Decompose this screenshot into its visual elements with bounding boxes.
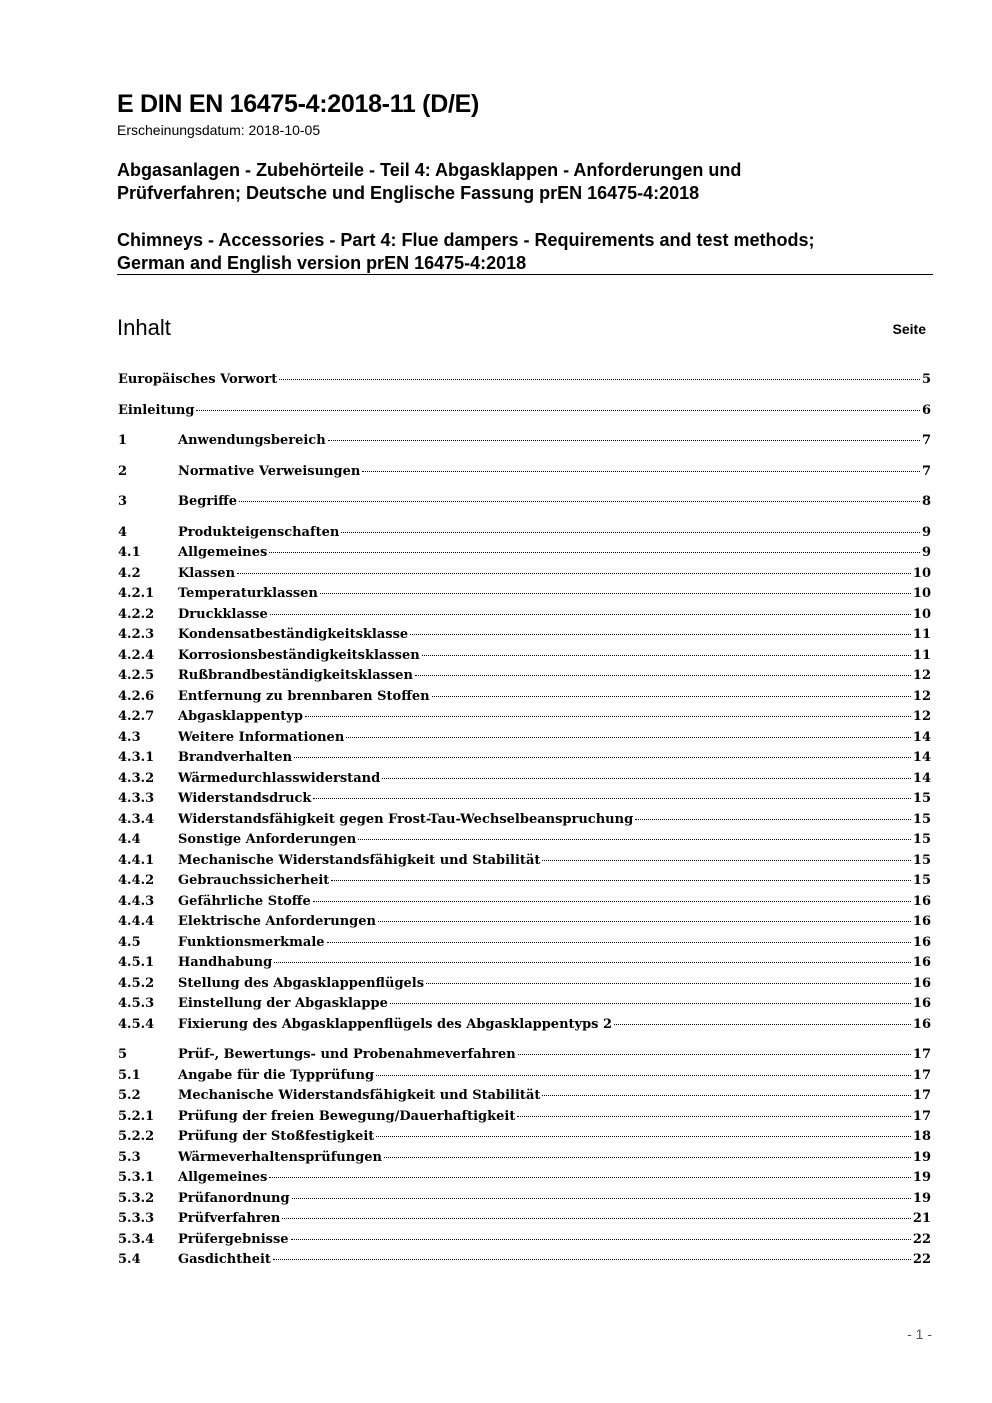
title-english-line-1: Chimneys - Accessories - Part 4: Flue dampers - Requirements and test methods;	[117, 230, 815, 250]
toc-entry-title: Mechanische Widerstandsfähigkeit und Stabilität	[178, 1088, 541, 1103]
toc-entry-leader	[378, 921, 911, 922]
toc-entry-page: 16	[912, 1016, 931, 1032]
toc-entry-leader	[273, 1259, 911, 1260]
toc-entry-leader	[346, 737, 911, 738]
toc-entry-leader	[237, 573, 911, 574]
toc-entry-number: 5.3.1	[118, 1170, 155, 1185]
toc-entry[interactable]	[118, 1066, 931, 1087]
toc-entry[interactable]	[118, 748, 931, 769]
toc-entry-page: 22	[912, 1231, 931, 1247]
toc-entry-title: Temperaturklassen	[178, 586, 318, 601]
toc-entry-page: 15	[912, 873, 931, 888]
toc-entry-page: 11	[912, 627, 931, 642]
toc-entry-page: 10	[912, 586, 931, 601]
toc-entry-leader	[294, 757, 911, 758]
toc-entry-leader	[279, 379, 920, 380]
toc-entry-title: Weitere Informationen	[178, 729, 345, 745]
toc-entry-page: 14	[912, 729, 931, 745]
toc-entry[interactable]	[118, 1107, 931, 1128]
toc-entry[interactable]	[118, 687, 931, 708]
toc-entry-page: 5	[921, 372, 931, 387]
toc-entry-title: Allgemeines	[178, 1170, 268, 1185]
toc-entry-title: Prüfergebnisse	[178, 1231, 289, 1247]
toc-entry[interactable]	[118, 1250, 931, 1271]
toc-entry-title: Allgemeines	[178, 545, 268, 560]
toc-entry-number: 5.1	[118, 1067, 141, 1083]
toc-entry-page: 15	[912, 791, 931, 806]
toc-entry-page: 17	[912, 1088, 931, 1103]
toc-entry-title: Klassen	[178, 565, 236, 581]
toc-entry[interactable]	[118, 1209, 931, 1230]
toc-page-column-label: Seite	[892, 321, 926, 337]
toc-entry-leader	[269, 1177, 911, 1178]
toc-entry-number: 4.2	[118, 565, 141, 581]
toc-entry-leader	[517, 1116, 911, 1117]
toc-entry-page: 19	[912, 1149, 931, 1165]
title-german-line-2: Prüfverfahren; Deutsche und Englische Fassung prEN 16475-4:2018	[117, 183, 700, 203]
toc-entry[interactable]	[118, 431, 931, 452]
toc-entry-leader	[410, 634, 911, 635]
toc-entry-page: 16	[912, 955, 931, 970]
toc-entry-page: 19	[912, 1170, 931, 1185]
toc-entry-number: 4.5.4	[118, 1016, 155, 1032]
toc-entry-leader	[415, 675, 911, 676]
toc-entry[interactable]	[118, 666, 931, 687]
toc-entry-number: 4.2.3	[118, 627, 155, 642]
toc-entry-leader	[274, 962, 911, 963]
toc-entry-leader	[390, 1003, 911, 1004]
toc-entry-leader	[313, 901, 911, 902]
title-german-line-1: Abgasanlagen - Zubehörteile - Teil 4: Abgasklappen - Anforderungen und	[117, 160, 742, 180]
toc-entry-title: Prüfverfahren	[178, 1211, 281, 1226]
toc-entry-leader	[292, 1198, 911, 1199]
toc-entry-number: 4.2.7	[118, 709, 155, 724]
toc-heading: Inhalt	[117, 315, 171, 340]
toc-entry-number: 4.4.3	[118, 893, 155, 909]
toc-entry-leader	[331, 880, 911, 881]
toc-entry[interactable]	[118, 728, 931, 749]
toc-entry-number: 4.4.2	[118, 873, 155, 888]
toc-entry-page: 15	[912, 832, 931, 847]
toc-entry-leader	[376, 1075, 911, 1076]
toc-entry[interactable]	[118, 1015, 931, 1036]
toc-entry-title: Rußbrandbeständigkeitsklassen	[178, 668, 413, 683]
toc-entry-number: 5.2.1	[118, 1108, 155, 1124]
toc-entry[interactable]	[118, 625, 931, 646]
toc-entry-title: Prüfanordnung	[178, 1190, 290, 1206]
toc-entry-leader	[432, 696, 911, 697]
toc-entry-number: 4	[118, 524, 128, 540]
toc-entry[interactable]	[118, 810, 931, 831]
toc-entry[interactable]	[118, 523, 931, 544]
toc-entry-number: 4.3	[118, 729, 141, 745]
toc-entry[interactable]	[118, 646, 931, 667]
toc-entry-page: 7	[921, 433, 931, 448]
toc-entry-title: Widerstandsdruck	[178, 791, 312, 806]
toc-entry-page: 17	[912, 1108, 931, 1124]
toc-entry-page: 21	[912, 1211, 931, 1226]
toc-entry-title: Entfernung zu brennbaren Stoffen	[178, 688, 430, 704]
toc-entry[interactable]	[118, 584, 931, 605]
toc-entry-page: 8	[921, 494, 931, 509]
toc-entry-title: Mechanische Widerstandsfähigkeit und Stabilität	[178, 852, 541, 868]
toc-entry-number: 5	[118, 1047, 128, 1062]
toc-entry[interactable]	[118, 1189, 931, 1210]
toc-entry-page: 16	[912, 934, 931, 950]
toc-entry[interactable]	[118, 892, 931, 913]
toc-entry-page: 9	[921, 524, 931, 540]
toc-entry-title: Normative Verweisungen	[178, 463, 361, 479]
toc-entry[interactable]	[118, 830, 931, 851]
toc-entry-page: 17	[912, 1047, 931, 1062]
toc-entry-leader	[376, 1136, 911, 1137]
toc-entry-title: Einleitung	[118, 402, 195, 418]
toc-entry[interactable]	[118, 789, 931, 810]
toc-entry-title: Einstellung der Abgasklappe	[178, 996, 388, 1011]
toc-entry-title: Gebrauchssicherheit	[178, 873, 330, 888]
toc-entry-page: 12	[912, 688, 931, 704]
toc-entry-page: 14	[912, 750, 931, 765]
toc-entry-number: 1	[118, 433, 128, 448]
toc-entry[interactable]	[118, 1045, 931, 1066]
toc-entry-number: 3	[118, 494, 128, 509]
toc-entry-number: 5.3.2	[118, 1190, 155, 1206]
toc-entry-page: 9	[921, 545, 931, 560]
toc-entry-title: Prüf-, Bewertungs- und Probenahmeverfahren	[178, 1047, 516, 1062]
toc-entry[interactable]	[118, 851, 931, 872]
toc-entry-title: Kondensatbeständigkeitsklasse	[178, 627, 409, 642]
toc-entry[interactable]	[118, 543, 931, 564]
toc-entry[interactable]	[118, 953, 931, 974]
toc-entry-leader	[327, 942, 911, 943]
toc-entry-page: 14	[912, 770, 931, 786]
toc-entry-leader	[196, 410, 920, 411]
toc-entry[interactable]	[118, 605, 931, 626]
toc-entry-leader	[239, 501, 920, 502]
toc-entry-title: Druckklasse	[178, 606, 268, 622]
page-number: - 1 -	[907, 1326, 932, 1342]
toc-entry-number: 5.2.2	[118, 1129, 155, 1144]
toc-entry-page: 15	[912, 852, 931, 868]
toc-entry-leader	[282, 1218, 911, 1219]
toc-entry-title: Abgasklappentyp	[178, 709, 303, 724]
toc-entry-leader	[328, 440, 920, 441]
toc-entry-number: 5.3.3	[118, 1211, 155, 1226]
toc-entry-title: Begriffe	[178, 494, 238, 509]
toc-entry-leader	[542, 860, 911, 861]
toc-entry[interactable]	[118, 1086, 931, 1107]
toc-entry-page: 18	[912, 1129, 931, 1144]
toc-entry[interactable]	[118, 370, 931, 391]
toc-entry-page: 16	[912, 914, 931, 929]
toc-entry-title: Stellung des Abgasklappenflügels	[178, 975, 425, 991]
toc-entry-number: 4.4.4	[118, 914, 155, 929]
toc-entry[interactable]	[118, 1168, 931, 1189]
toc-entry-number: 5.2	[118, 1088, 141, 1103]
title-english-line-2: German and English version prEN 16475-4:2018	[117, 253, 527, 273]
toc-entry[interactable]	[118, 492, 931, 513]
toc-entry-leader	[614, 1024, 911, 1025]
toc-entry-title: Elektrische Anforderungen	[178, 914, 376, 929]
toc-entry-number: 4.5.1	[118, 955, 155, 970]
toc-entry-leader	[426, 983, 911, 984]
toc-entry-number: 4.2.6	[118, 688, 155, 704]
toc-entry-title: Sonstige Anforderungen	[178, 832, 357, 847]
toc-entry[interactable]	[118, 401, 931, 422]
toc-entry-title: Korrosionsbeständigkeitsklassen	[178, 647, 420, 663]
toc-entry-leader	[635, 819, 911, 820]
toc-entry[interactable]	[118, 994, 931, 1015]
toc-entry-leader	[384, 1157, 911, 1158]
toc-entry-page: 16	[912, 996, 931, 1011]
toc-entry-leader	[518, 1054, 911, 1055]
toc-entry-number: 4.3.2	[118, 770, 155, 786]
toc-entry-page: 10	[912, 565, 931, 581]
toc-entry-number: 4.2.2	[118, 606, 155, 622]
publication-date: Erscheinungsdatum: 2018-10-05	[117, 122, 321, 138]
toc-entry-leader	[341, 532, 920, 533]
toc-entry-title: Prüfung der freien Bewegung/Dauerhaftigkeit	[178, 1108, 516, 1124]
toc-entry-page: 6	[921, 402, 931, 418]
toc-entry-leader	[362, 471, 920, 472]
toc-entry-title: Fixierung des Abgasklappenflügels des Abgasklappentyps 2	[178, 1016, 613, 1032]
table-of-contents	[118, 370, 931, 1271]
toc-entry-title: Anwendungsbereich	[178, 433, 326, 448]
toc-entry[interactable]	[118, 1148, 931, 1169]
toc-entry-page: 12	[912, 668, 931, 683]
toc-entry-leader	[542, 1095, 911, 1096]
toc-entry-number: 4.5.3	[118, 996, 155, 1011]
toc-entry-page: 17	[912, 1067, 931, 1083]
toc-entry-number: 4.5	[118, 934, 141, 950]
toc-entry-number: 5.3	[118, 1149, 141, 1165]
toc-entry-leader	[422, 655, 911, 656]
toc-entry-page: 16	[912, 893, 931, 909]
toc-entry-number: 4.4.1	[118, 852, 155, 868]
title-german	[117, 159, 937, 205]
toc-entry-title: Gefährliche Stoffe	[178, 893, 311, 909]
toc-entry-title: Produkteigenschaften	[178, 524, 340, 540]
toc-entry-leader	[291, 1239, 911, 1240]
toc-entry-number: 4.3.3	[118, 791, 155, 806]
toc-entry[interactable]	[118, 1230, 931, 1251]
toc-entry-leader	[313, 798, 910, 799]
toc-entry[interactable]	[118, 1127, 931, 1148]
toc-entry-title: Handhabung	[178, 955, 273, 970]
toc-entry-title: Europäisches Vorwort	[118, 372, 278, 387]
toc-entry-number: 4.2.1	[118, 586, 155, 601]
toc-entry-number: 4.5.2	[118, 975, 155, 991]
toc-entry-title: Wärmeverhaltensprüfungen	[178, 1149, 383, 1165]
toc-entry-leader	[305, 716, 911, 717]
toc-entry-leader	[382, 778, 911, 779]
toc-entry[interactable]	[118, 769, 931, 790]
toc-entry[interactable]	[118, 912, 931, 933]
toc-entry-page: 22	[912, 1252, 931, 1267]
toc-entry[interactable]	[118, 707, 931, 728]
toc-entry[interactable]	[118, 462, 931, 483]
toc-entry-page: 11	[912, 647, 931, 663]
toc-entry-page: 16	[912, 975, 931, 991]
toc-entry-title: Brandverhalten	[178, 750, 293, 765]
toc-entry-number: 4.3.1	[118, 750, 155, 765]
toc-entry-page: 7	[921, 463, 931, 479]
toc-entry-leader	[320, 593, 911, 594]
toc-entry-page: 15	[912, 811, 931, 827]
toc-entry-number: 2	[118, 463, 128, 479]
toc-entry-title: Wärmedurchlasswiderstand	[178, 770, 381, 786]
toc-entry-number: 4.1	[118, 545, 141, 560]
toc-entry[interactable]	[118, 933, 931, 954]
toc-entry[interactable]	[118, 564, 931, 585]
toc-entry-number: 4.3.4	[118, 811, 155, 827]
toc-entry-number: 5.4	[118, 1252, 141, 1267]
toc-entry-title: Prüfung der Stoßfestigkeit	[178, 1129, 375, 1144]
toc-entry-number: 4.2.4	[118, 647, 155, 663]
toc-entry-title: Angabe für die Typprüfung	[178, 1067, 375, 1083]
toc-entry[interactable]	[118, 871, 931, 892]
header-divider	[117, 274, 933, 275]
toc-entry-title: Gasdichtheit	[178, 1252, 271, 1267]
toc-entry[interactable]	[118, 974, 931, 995]
title-english	[117, 229, 937, 275]
toc-entry-page: 12	[912, 709, 931, 724]
toc-entry-title: Funktionsmerkmale	[178, 934, 325, 950]
toc-entry-title: Widerstandsfähigkeit gegen Frost-Tau-Wechselbeanspruchung	[178, 811, 634, 827]
toc-entry-leader	[358, 839, 911, 840]
document-id: E DIN EN 16475-4:2018-11 (D/E)	[117, 90, 480, 118]
toc-entry-number: 4.2.5	[118, 668, 155, 683]
toc-entry-page: 19	[912, 1190, 931, 1206]
toc-entry-page: 10	[912, 606, 931, 622]
toc-entry-leader	[269, 552, 920, 553]
toc-entry-number: 4.4	[118, 832, 141, 847]
toc-entry-number: 5.3.4	[118, 1231, 155, 1247]
toc-entry-leader	[270, 614, 911, 615]
